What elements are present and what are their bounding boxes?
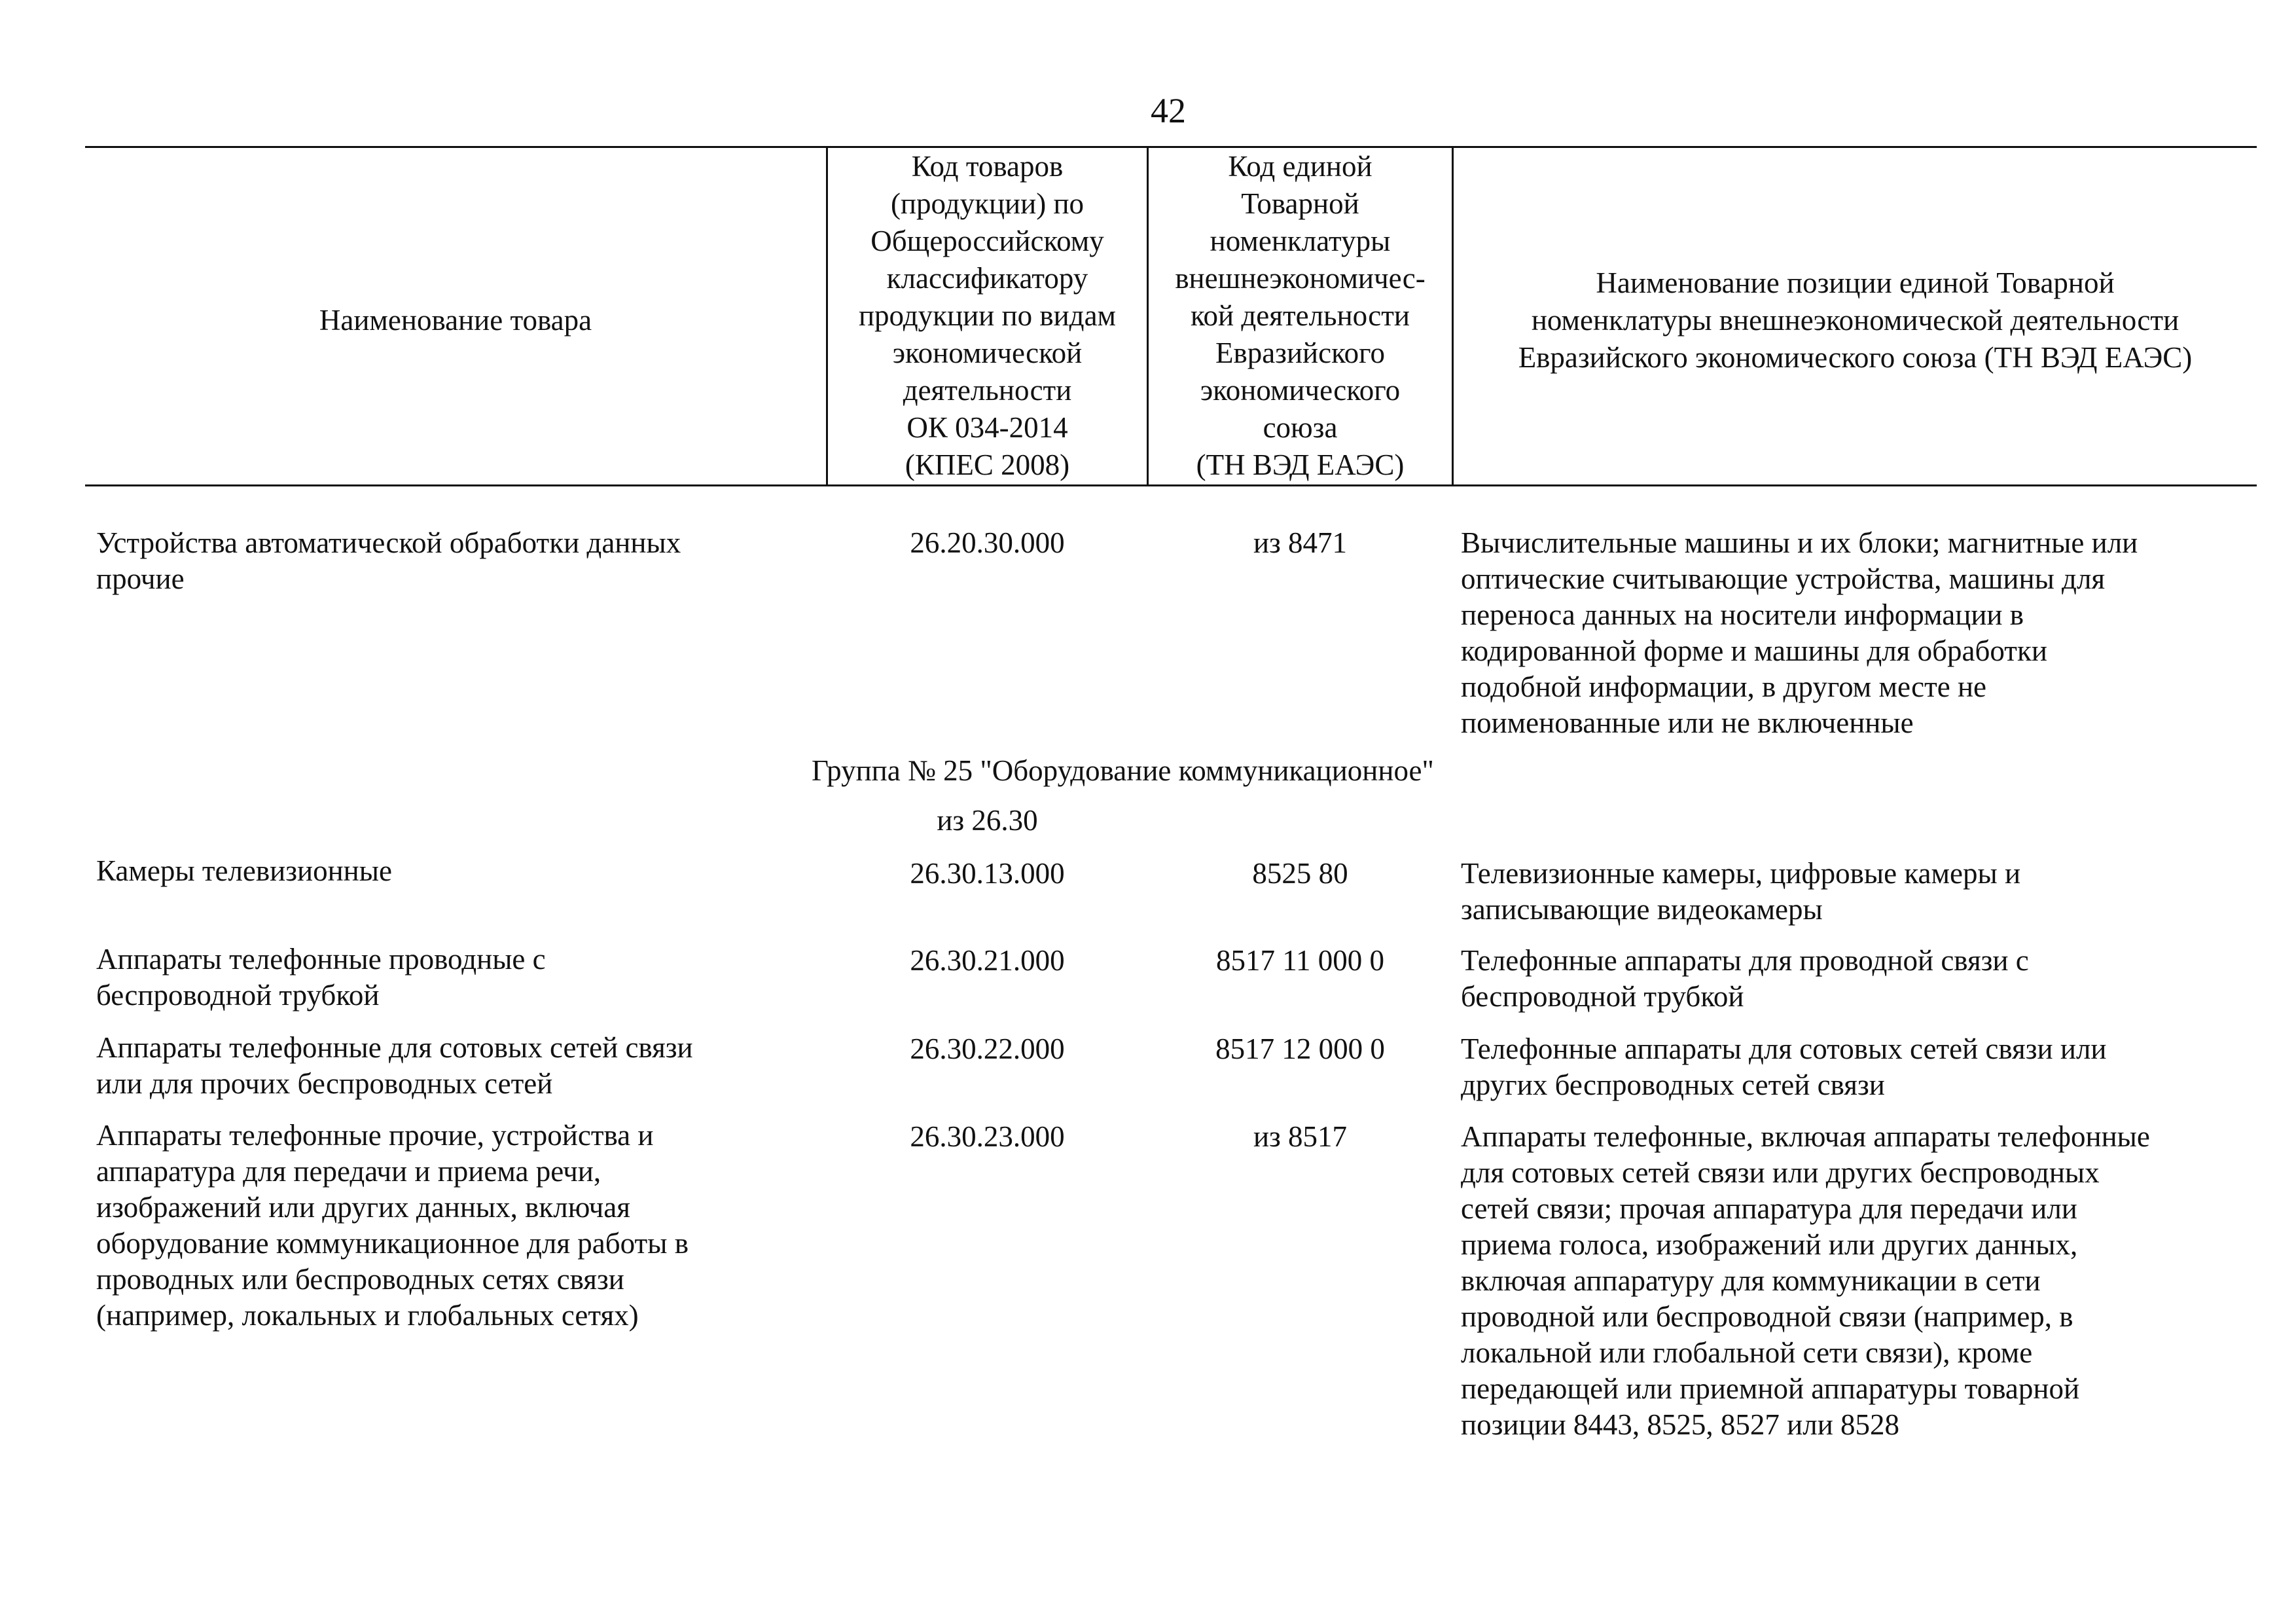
header-col-tnved-name [1454, 148, 2257, 483]
row-okpd-code: 26.30.22.000 [910, 1032, 1065, 1065]
row-okpd-code: 26.30.21.000 [910, 944, 1065, 977]
header-col-okpd-code-text: Код товаров (продукции) по Общероссийскому классификатору продукции по видам экономической деятельности ОК 034-2014 (КПЕС 2008) [858, 149, 1117, 481]
row-product-name: Устройства автоматической обработки данных прочие [96, 526, 681, 595]
row-tnved-code: 8525 80 [1252, 857, 1348, 890]
row-tnved-description: Телевизионные камеры, цифровые камеры и записывающие видеокамеры [1461, 857, 2021, 926]
row-product-name: Аппараты телефонные для сотовых сетей связи или для прочих беспроводных сетей [96, 1031, 693, 1100]
row-tnved-description: Аппараты телефонные, включая аппараты телефонные для сотовых сетей связи или других беспроводных сетей связи; прочая аппаратура для передачи или приема голоса, изображений или других данных, включая аппаратуру для коммуникации в сети проводной или беспроводной связи (например, в локальной или глобальной сети связи), кроме передающей или приемной аппаратуры товарной позиции 8443, 8525, 8527 или 8528 [1461, 1120, 2150, 1441]
header-col-product-name [85, 148, 826, 483]
group-title: Группа № 25 "Оборудование коммуникационное" [812, 754, 1434, 787]
row-tnved-description: Телефонные аппараты для сотовых сетей связи или других беспроводных сетей связи [1461, 1032, 2107, 1101]
header-col-tnved-name-text: Наименование позиции единой Товарной номенклатуры внешнеэкономической деятельности Евразийского экономического союза (ТН ВЭД ЕАЭС) [1518, 266, 2193, 374]
header-col-product-name-text: Наименование товара [319, 303, 592, 337]
row-okpd-code: 26.30.13.000 [910, 857, 1065, 890]
row-product-name: Камеры телевизионные [96, 854, 392, 887]
row-product-name: Аппараты телефонные проводные с беспроводной трубкой [96, 943, 546, 1012]
row-okpd-code: 26.20.30.000 [910, 526, 1065, 559]
row-tnved-code: из 8517 [1253, 1120, 1348, 1153]
row-product-name: Аппараты телефонные прочие, устройства и аппаратура для передачи и приема речи, изображений или других данных, включая оборудование коммуникационное для работы в проводных или беспроводных сетях связи (например, локальных и глобальных сетях) [96, 1119, 689, 1332]
row-tnved-code: 8517 11 000 0 [1215, 944, 1385, 977]
group-okpd-prefix: из 26.30 [937, 804, 1038, 837]
row-tnved-code: 8517 12 000 0 [1215, 1032, 1385, 1065]
row-tnved-description: Телефонные аппараты для проводной связи с беспроводной трубкой [1461, 944, 2029, 1013]
header-col-tnved-code [1149, 148, 1452, 483]
header-bottom-rule [85, 484, 2257, 486]
header-col-tnved-code-text: Код единой Товарной номенклатуры внешнеэкономичес- кой деятельности Евразийского экономического союза (ТН ВЭД ЕАЭС) [1175, 149, 1426, 481]
row-okpd-code: 26.30.23.000 [910, 1120, 1065, 1153]
header-col-okpd-code [828, 148, 1147, 483]
page-number: 42 [1151, 91, 1186, 130]
row-tnved-code: из 8471 [1253, 526, 1348, 559]
row-tnved-description: Вычислительные машины и их блоки; магнитные или оптические считывающие устройства, машины для переноса данных на носители информации в кодированной форме и машины для обработки подобной информации, в другом месте не поименованные или не включенные [1461, 526, 2138, 739]
